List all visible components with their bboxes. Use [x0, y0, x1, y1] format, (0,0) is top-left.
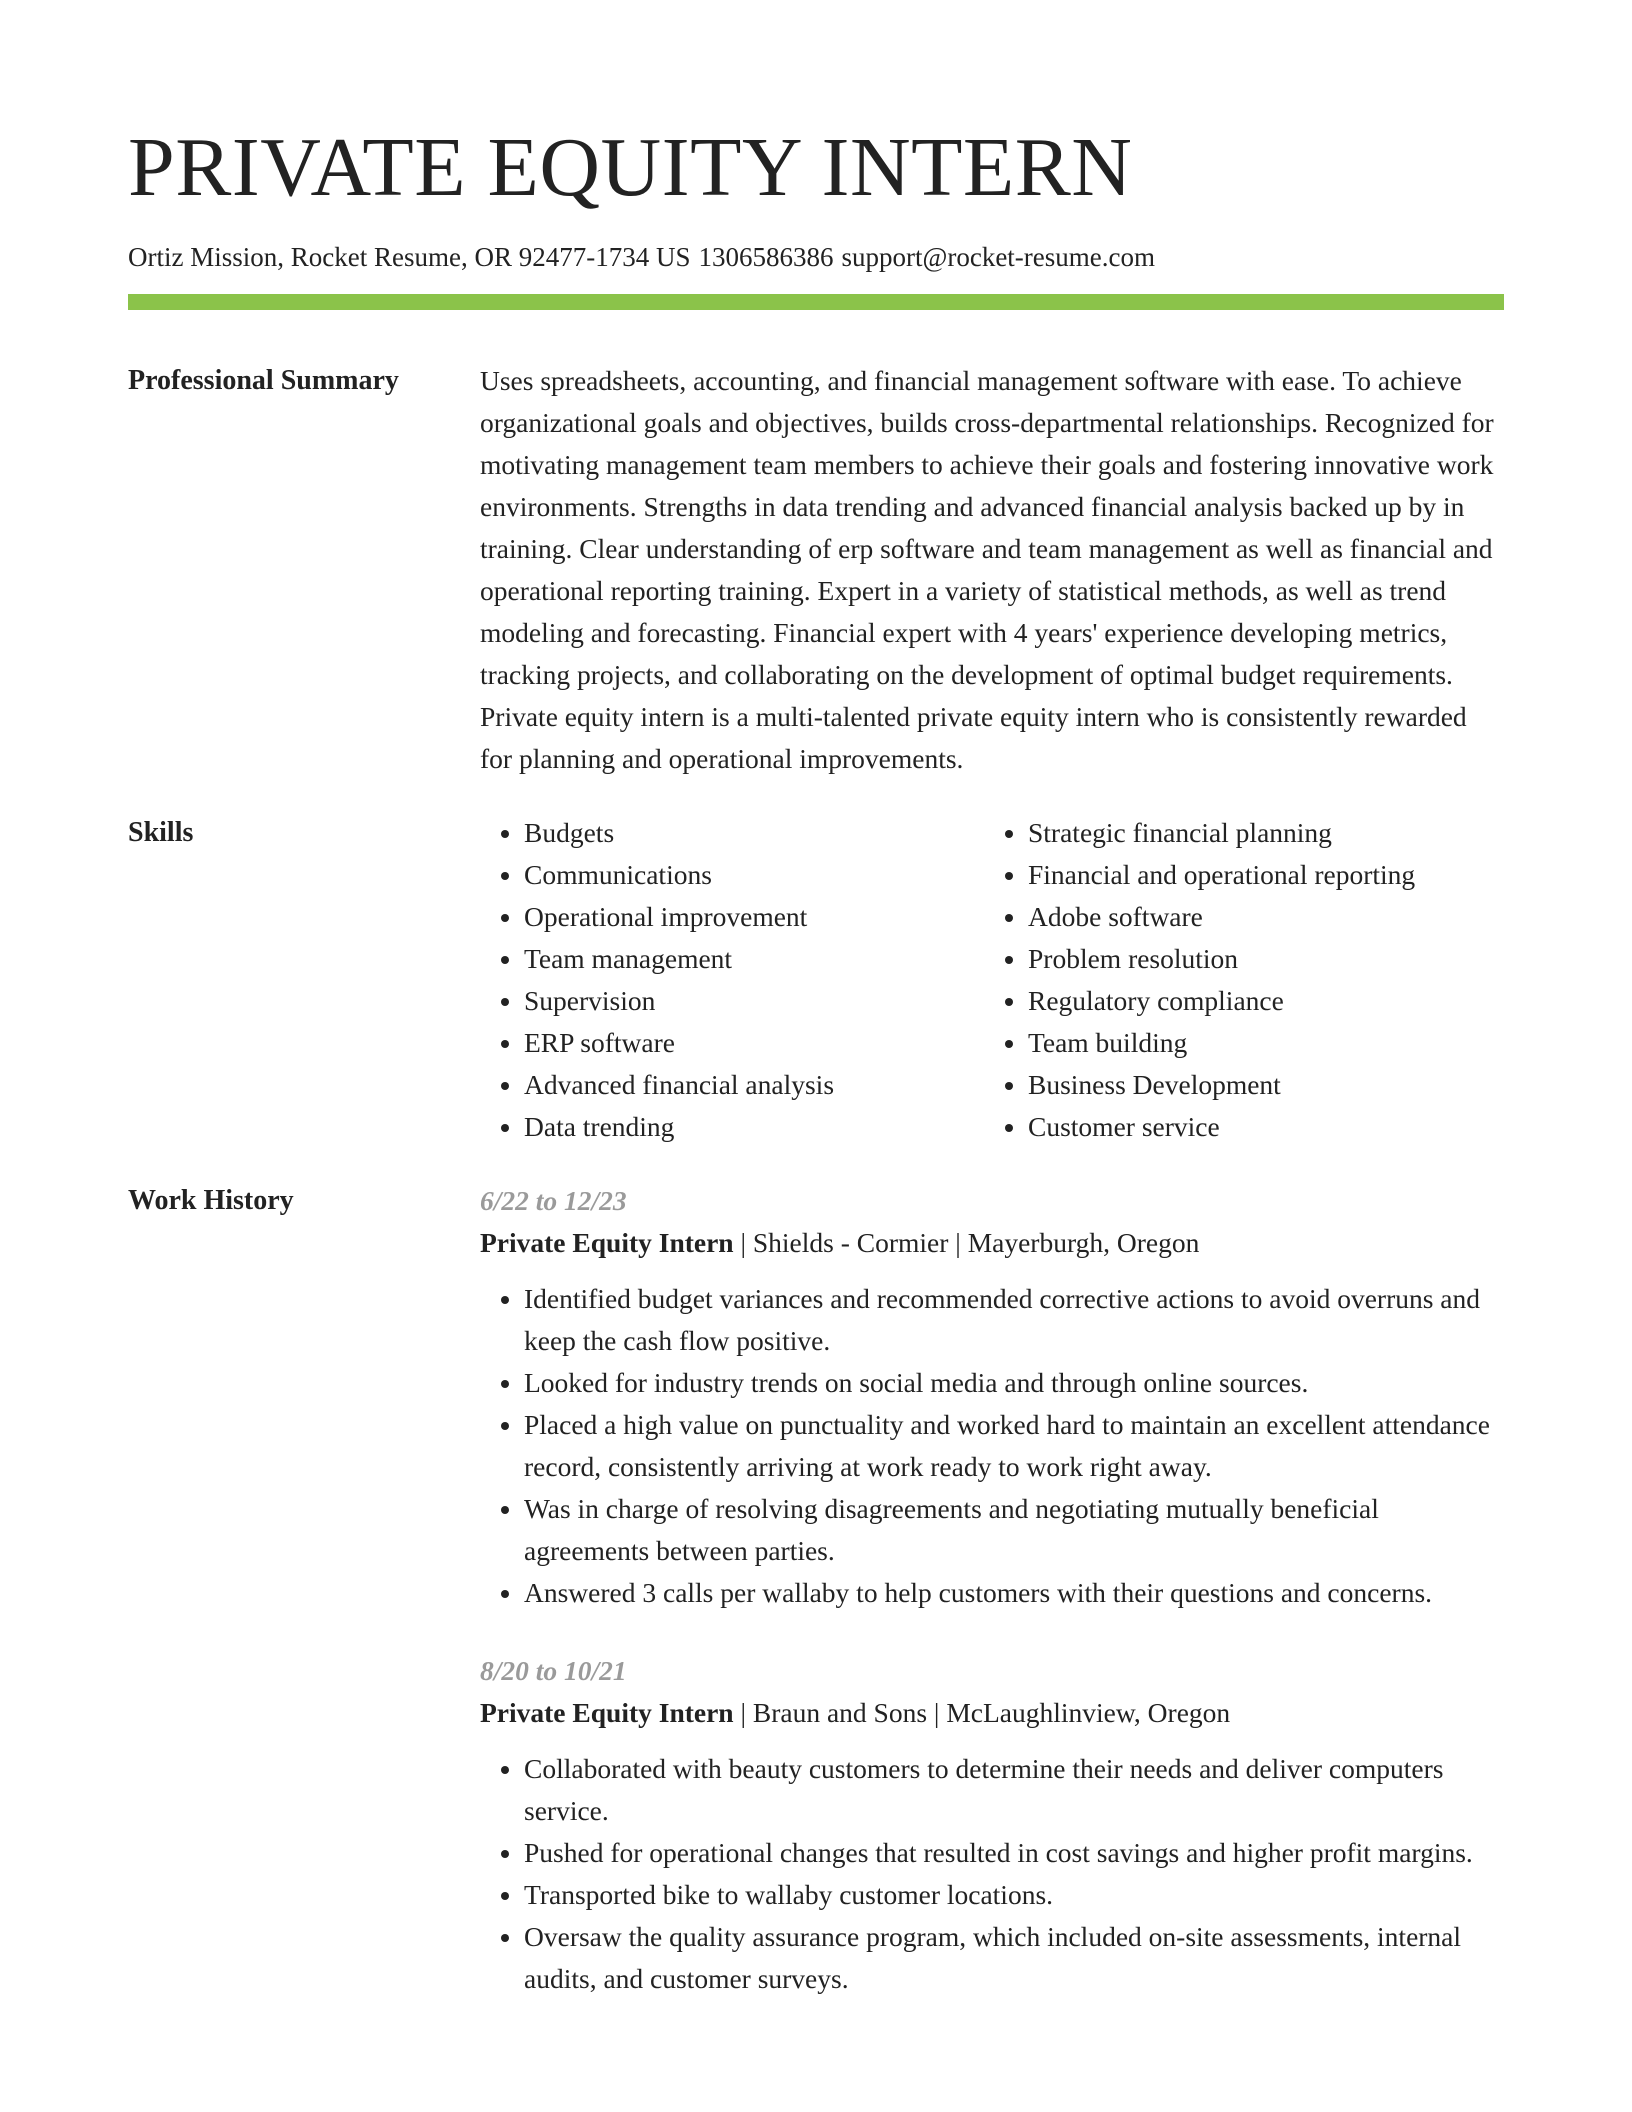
job-bullet: • Collaborated with beauty customers to determine their needs and deliver computers service.	[524, 1748, 1504, 1832]
summary-text: Uses spreadsheets, accounting, and financial management software with ease. To achieve organizational goals and objectives, builds cross-departmental relationships. Recognized for motivating management team members to achieve their goals and fostering innovative work environments. Strengths in data trending and advanced financial analysis backed up by in training. Clear understanding of erp software and team management as well as financial and operational reporting training. Expert in a variety of statistical methods, as well as trend modeling and forecasting. Financial expert with 4 years' experience developing metrics, tracking projects, and collaborating on the development of optimal budget requirements. Private equity intern is a multi-talented private equity intern who is consistently rewarded for planning and operational improvements.	[480, 365, 1494, 774]
skill-item: • ERP software	[524, 1022, 984, 1064]
job-separator: |	[933, 1697, 947, 1728]
work-history-body	[480, 1180, 1504, 2000]
job-dates: 6/22 to 12/23	[480, 1185, 627, 1216]
job-title: Private Equity Intern	[480, 1697, 734, 1728]
skill-item: • Data trending	[524, 1106, 984, 1148]
skill-item: • Advanced financial analysis	[524, 1064, 984, 1106]
job-bullet: • Oversaw the quality assurance program, which included on-site assessments, internal audits, and customer surveys.	[524, 1916, 1504, 2000]
job-title: Private Equity Intern	[480, 1227, 734, 1258]
job-bullet: • Pushed for operational changes that resulted in cost savings and higher profit margins.	[524, 1832, 1504, 1874]
job-entry	[480, 1180, 1504, 1614]
contact-line	[128, 240, 1504, 274]
job-bullet: • Identified budget variances and recommended corrective actions to avoid overruns and keep the cash flow positive.	[524, 1278, 1504, 1362]
job-separator: |	[955, 1227, 968, 1258]
skill-item: • Problem resolution	[1028, 938, 1488, 980]
skill-item: • Customer service	[1028, 1106, 1488, 1148]
job-dates: 8/20 to 10/21	[480, 1655, 627, 1686]
job-location: McLaughlinview, Oregon	[946, 1697, 1231, 1728]
section-title-work: Work History	[128, 1185, 294, 1216]
job-company: Shields - Cormier	[752, 1227, 949, 1258]
skill-item: • Supervision	[524, 980, 984, 1022]
job-separator: |	[740, 1697, 753, 1728]
contact-phone: 1306586386	[698, 242, 834, 272]
skill-item: • Team building	[1028, 1022, 1488, 1064]
job-bullets	[480, 1278, 1504, 1614]
section-title-summary: Professional Summary	[128, 365, 399, 396]
job-company: Braun and Sons	[752, 1697, 928, 1728]
skills-list-left	[480, 812, 984, 1148]
skills-columns	[480, 812, 1504, 1148]
job-bullets	[480, 1748, 1504, 2000]
work-history-section	[128, 1180, 1504, 2000]
skills-section	[128, 812, 1504, 1148]
job-location: Mayerburgh, Oregon	[967, 1227, 1200, 1258]
candidate-name: PRIVATE EQUITY INTERN	[128, 121, 1133, 214]
contact-address: Ortiz Mission, Rocket Resume, OR 92477-1734 US	[128, 242, 691, 272]
job-entry	[480, 1650, 1504, 2000]
skill-item: • Strategic financial planning	[1028, 812, 1488, 854]
skill-item: • Business Development	[1028, 1064, 1488, 1106]
job-bullet: • Looked for industry trends on social media and through online sources.	[524, 1362, 1504, 1404]
job-heading	[480, 1692, 1504, 1734]
contact-email: support@rocket-resume.com	[841, 242, 1156, 272]
resume-page	[128, 0, 1504, 2000]
skill-item: • Adobe software	[1028, 896, 1488, 938]
job-bullet: • Answered 3 calls per wallaby to help customers with their questions and concerns.	[524, 1572, 1504, 1614]
header-divider	[128, 294, 1504, 310]
job-bullet: • Transported bike to wallaby customer locations.	[524, 1874, 1504, 1916]
skill-item: • Financial and operational reporting	[1028, 854, 1488, 896]
skill-item: • Regulatory compliance	[1028, 980, 1488, 1022]
job-bullet: • Placed a high value on punctuality and worked hard to maintain an excellent attendance record, consistently arriving at work ready to work right away.	[524, 1404, 1504, 1488]
job-heading	[480, 1222, 1504, 1264]
skills-list-right	[984, 812, 1488, 1148]
skill-item: • Operational improvement	[524, 896, 984, 938]
job-separator: |	[740, 1227, 753, 1258]
job-bullet: • Was in charge of resolving disagreements and negotiating mutually beneficial agreements between parties.	[524, 1488, 1504, 1572]
skill-item: • Budgets	[524, 812, 984, 854]
professional-summary-section	[128, 360, 1504, 780]
skill-item: • Communications	[524, 854, 984, 896]
summary-body	[480, 360, 1504, 780]
section-title-skills: Skills	[128, 817, 194, 848]
skill-item: • Team management	[524, 938, 984, 980]
